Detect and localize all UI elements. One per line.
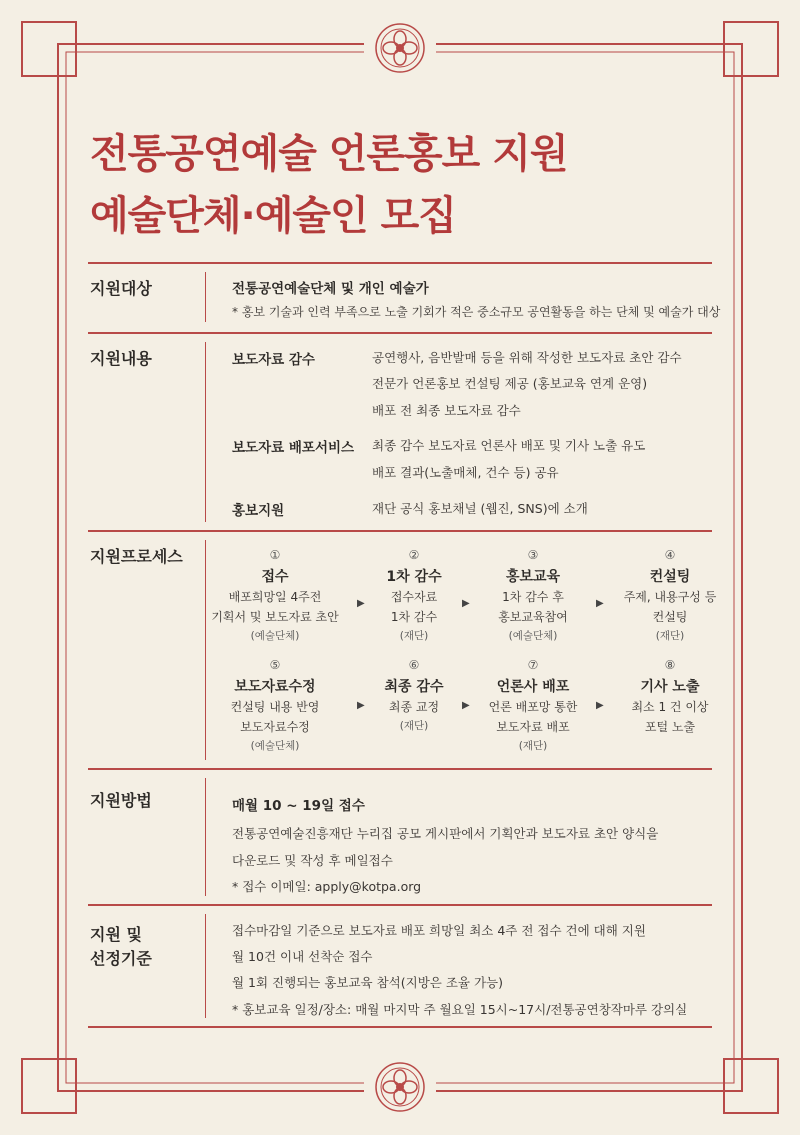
section-vline xyxy=(205,342,206,522)
criteria-line: 접수마감일 기준으로 보도자료 배포 희망일 최소 4주 전 접수 건에 대해 지원 xyxy=(232,923,646,938)
step-line: 주제, 내용구성 등 xyxy=(623,590,717,604)
section-divider xyxy=(88,332,712,334)
step-line: 배포희망일 4주전 xyxy=(228,590,322,604)
step-actor: (재단) xyxy=(655,630,685,642)
step-line: 컨설팅 xyxy=(652,610,688,624)
step-line: 최종 교정 xyxy=(388,700,440,714)
process-step xyxy=(595,658,745,738)
flower-ornament-icon xyxy=(364,1063,436,1111)
step-number: ③ xyxy=(527,548,539,562)
step-actor: (예술단체) xyxy=(508,630,558,642)
section-divider xyxy=(88,768,712,770)
step-line: 접수자료 xyxy=(390,590,438,604)
step-line: 1차 감수 후 xyxy=(502,590,564,604)
step-name: 언론사 배포 xyxy=(496,679,570,695)
process-step xyxy=(200,658,350,756)
step-name: 보도자료수정 xyxy=(234,679,316,695)
step-line: 최소 1 건 이상 xyxy=(631,700,709,714)
section-label-process: 지원프로세스 xyxy=(90,547,183,566)
content-line: 배포 결과(노출매체, 건수 등) 공유 xyxy=(372,465,559,480)
step-line: 홍보교육참여 xyxy=(498,610,568,624)
step-number: ④ xyxy=(664,548,676,562)
section-label-criteria: 선정기준 xyxy=(90,949,152,968)
section-divider xyxy=(88,530,712,532)
step-line: 1차 감수 xyxy=(390,610,438,624)
section-divider xyxy=(88,262,712,264)
section-divider xyxy=(88,1026,712,1028)
step-actor: (재단) xyxy=(518,740,548,752)
step-line: 컨설팅 내용 반영 xyxy=(230,700,320,714)
criteria-line: 월 1회 진행되는 홍보교육 참석(지방은 조율 가능) xyxy=(232,975,503,990)
section-label-target: 지원대상 xyxy=(90,279,152,298)
arrow-right-icon: ▶ xyxy=(462,700,470,711)
method-line: 다운로드 및 작성 후 메일접수 xyxy=(232,853,393,868)
section-label-criteria: 지원 및 xyxy=(90,925,142,944)
step-line: 포털 노출 xyxy=(644,720,696,734)
step-actor: (예술단체) xyxy=(250,630,300,642)
criteria-line: * 홍보교육 일정/장소: 매월 마지막 주 월요일 15시~17시/전통공연창작마루 강의실 xyxy=(232,1002,688,1017)
arrow-right-icon: ▶ xyxy=(357,598,365,609)
step-name: 1차 감수 xyxy=(386,569,442,585)
step-line: 보도자료수정 xyxy=(240,720,310,734)
step-number: ② xyxy=(408,548,420,562)
step-line: 언론 배포망 통한 xyxy=(488,700,578,714)
flower-ornament-icon xyxy=(364,24,436,72)
content-line: 재단 공식 홍보채널 (웹진, SNS)에 소개 xyxy=(372,501,588,516)
target-main: 전통공연예술단체 및 개인 예술가 xyxy=(232,281,429,297)
arrow-right-icon: ▶ xyxy=(462,598,470,609)
method-main: 매월 10 ~ 19일 접수 xyxy=(232,798,365,814)
section-label-content: 지원내용 xyxy=(90,349,152,368)
section-divider xyxy=(88,904,712,906)
content-line: 공연행사, 음반발매 등을 위해 작성한 보도자료 초안 감수 xyxy=(372,350,682,365)
arrow-right-icon: ▶ xyxy=(357,700,365,711)
method-line: 전통공연예술진흥재단 누리집 공모 게시판에서 기획안과 보도자료 초안 양식을 xyxy=(232,826,659,841)
step-number: ⑥ xyxy=(408,658,420,672)
process-step xyxy=(458,548,608,646)
page-title-line1: 전통공연예술 언론홍보 지원 xyxy=(90,131,568,177)
arrow-right-icon: ▶ xyxy=(596,598,604,609)
step-name: 최종 감수 xyxy=(384,679,444,695)
section-label-method: 지원방법 xyxy=(90,791,152,810)
section-vline xyxy=(205,914,206,1018)
criteria-line: 월 10건 이내 선착순 접수 xyxy=(232,949,373,964)
page-title-line2: 예술단체·예술인 모집 xyxy=(90,193,456,239)
step-line: 기획서 및 보도자료 초안 xyxy=(211,610,339,624)
content-item-name: 보도자료 배포서비스 xyxy=(232,440,355,456)
step-number: ① xyxy=(269,548,281,562)
content-line: 배포 전 최종 보도자료 감수 xyxy=(372,403,521,418)
step-actor: (재단) xyxy=(399,720,429,732)
step-actor: (예술단체) xyxy=(250,740,300,752)
step-name: 컨설팅 xyxy=(649,569,691,585)
section-vline xyxy=(205,778,206,896)
step-name: 홍보교육 xyxy=(505,569,561,585)
process-step xyxy=(458,658,608,756)
step-name: 기사 노출 xyxy=(640,679,700,695)
process-step xyxy=(595,548,745,646)
step-actor: (재단) xyxy=(399,630,429,642)
process-step xyxy=(200,548,350,646)
step-number: ⑦ xyxy=(527,658,539,672)
content-line: 전문가 언론홍보 컨설팅 제공 (홍보교육 연계 운영) xyxy=(372,376,648,391)
step-name: 접수 xyxy=(261,569,289,585)
arrow-right-icon: ▶ xyxy=(596,700,604,711)
step-number: ⑤ xyxy=(269,658,281,672)
target-note: * 홍보 기술과 인력 부족으로 노출 기회가 적은 중소규모 공연활동을 하는 단체 및 예술가 대상 xyxy=(232,305,721,319)
section-vline xyxy=(205,272,206,322)
content-item-name: 보도자료 감수 xyxy=(232,352,315,368)
step-line: 보도자료 배포 xyxy=(496,720,570,734)
content-item-name: 홍보지원 xyxy=(232,503,285,519)
content-line: 최종 감수 보도자료 언론사 배포 및 기사 노출 유도 xyxy=(372,438,646,453)
step-number: ⑧ xyxy=(664,658,676,672)
method-email: * 접수 이메일: apply@kotpa.org xyxy=(232,879,422,894)
